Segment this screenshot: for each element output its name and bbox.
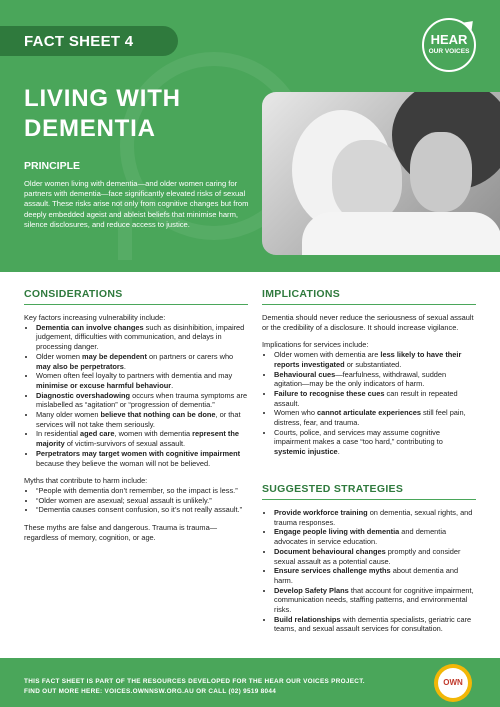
- fact-sheet-label: FACT SHEET 4: [24, 33, 134, 50]
- item-emphasis: Dementia can involve changes: [36, 322, 144, 332]
- item-emphasis: may be dependent: [82, 351, 147, 361]
- item-emphasis: Perpetrators may target women with cognitive impairment: [36, 448, 241, 458]
- implications-services-intro: Implications for services include:: [262, 340, 369, 350]
- consideration-item: [36, 410, 248, 429]
- item-text: Many older women: [36, 410, 101, 420]
- item-emphasis: systemic injustice: [274, 447, 338, 457]
- item-text: —fearfulness, withdrawal, sudden agitation—may be the only indicators of harm.: [274, 369, 447, 389]
- item-emphasis: represent the majority: [36, 429, 239, 449]
- item-text: or substantiated.: [344, 359, 402, 369]
- consideration-item: [36, 391, 248, 410]
- item-emphasis: Build relationships: [274, 614, 341, 624]
- myths-intro: Myths that contribute to harm include:: [24, 476, 148, 486]
- implications-heading: IMPLICATIONS: [262, 288, 476, 305]
- item-emphasis: Provide workforce training: [274, 508, 368, 517]
- implication-item: [274, 370, 476, 389]
- page-title: [24, 84, 244, 144]
- strategies-list: [262, 508, 476, 634]
- item-emphasis: less likely to have their reports investigated: [274, 350, 462, 369]
- item-emphasis: Failure to recognise these cues: [274, 388, 385, 398]
- item-text: Older women: [36, 351, 83, 361]
- item-text: with dementia specialists, geriatric care teams, and sexual assault services for consultation.: [274, 614, 472, 634]
- strategy-item: [274, 547, 476, 566]
- item-text: , or that services will not take them seriously.: [36, 410, 241, 429]
- implication-item: [274, 389, 476, 408]
- title-line-1: LIVING WITH: [24, 85, 181, 112]
- item-text: Courts, police, and services may assume cognitive impairment makes a case “too hard,” contributing to: [274, 427, 443, 447]
- photo-face-carer: [410, 132, 472, 212]
- considerations-section: [24, 288, 248, 542]
- item-emphasis: Document behavioural changes: [274, 546, 386, 556]
- item-text: of victim-survivors of sexual assault.: [64, 439, 186, 449]
- item-text: that account for cognitive impairment, communication needs, staffing patterns, and environmental risks.: [274, 585, 474, 615]
- item-text: , women with dementia: [114, 429, 193, 439]
- item-text: can result in repeated assault.: [274, 388, 458, 408]
- footer-project-note: THIS FACT SHEET IS PART OF THE RESOURCES DEVELOPED FOR THE HEAR OUR VOICES PROJECT.: [24, 678, 365, 685]
- photo-clothing: [302, 212, 500, 255]
- item-text: about dementia and harm.: [274, 566, 459, 585]
- implications-intro: Dementia should never reduce the seriousness of sexual assault or the credibility of a disclosure. It should increase vigilance.: [262, 313, 474, 332]
- strategy-item: [274, 615, 476, 634]
- item-text: such as disinhibition, impaired judgement, difficulties with communication, and delays in processing danger.: [36, 322, 245, 352]
- implications-section: [262, 288, 476, 457]
- item-emphasis: may also be perpetrators: [36, 361, 124, 371]
- principle-text: Older women living with dementia—and older women caring for partners with dementia—face significantly elevated risks of sexual assault. These risks arise not only from cognitive changes but from deeply embedded ageist and ableist beliefs that minimise harm, silence disclosures, and reduce access to justice.: [24, 179, 249, 229]
- myth-item: • “Dementia causes consent confusion, so it’s not really assault.”: [36, 505, 248, 515]
- strategies-section: [262, 483, 476, 634]
- title-line-2: DEMENTIA: [24, 115, 156, 142]
- item-text: Older women with dementia are: [274, 350, 381, 360]
- strategy-item: [274, 527, 476, 546]
- item-text: and dementia advocates in service education.: [274, 527, 447, 547]
- strategy-item: [274, 586, 476, 615]
- item-text: .: [171, 380, 174, 390]
- photo-older-woman-and-carer: [262, 92, 500, 255]
- implication-item: [274, 428, 476, 457]
- strategy-item: [274, 508, 476, 527]
- item-emphasis: minimise or excuse harmful behaviour: [36, 380, 172, 390]
- consideration-item: [36, 371, 248, 390]
- item-text: .: [337, 447, 340, 457]
- item-text: promptly and consider sexual assault as a potential cause.: [274, 546, 461, 566]
- photo-face-older-woman: [332, 140, 402, 222]
- item-text: Women who: [274, 408, 317, 418]
- item-text: occurs when trauma symptoms are mislabelled as “agitation” or “progression of dementia.”: [36, 390, 248, 410]
- footer-contact: FIND OUT MORE HERE: VOICES.OWNNSW.ORG.AU OR CALL (02) 9519 8044: [24, 688, 277, 695]
- consideration-item: [36, 429, 248, 448]
- item-emphasis: Behavioural cues: [274, 369, 336, 379]
- considerations-list: [24, 323, 248, 469]
- item-text: Women often feel loyalty to partners with dementia and may: [36, 371, 233, 381]
- item-emphasis: believe that nothing can be done: [100, 410, 216, 420]
- item-emphasis: cannot articulate experiences: [317, 408, 421, 418]
- item-emphasis: Ensure services challenge myths: [274, 566, 391, 576]
- fact-sheet-badge: [0, 26, 178, 56]
- myth-item: • “Older women are asexual; sexual assault is unlikely.”: [36, 496, 248, 506]
- logo-text-hear: HEAR: [430, 32, 468, 47]
- myths-closing: These myths are false and dangerous. Trauma is trauma—regardless of memory, cognition, or age.: [24, 523, 218, 542]
- principle-heading: PRINCIPLE: [24, 160, 81, 172]
- implication-item: [274, 408, 476, 427]
- logo-text-our-voices: OUR VOICES: [428, 48, 470, 55]
- consideration-item: [36, 323, 248, 352]
- implication-item: [274, 350, 476, 369]
- myth-item: • “People with dementia don’t remember, so the impact is less.”: [36, 486, 248, 496]
- considerations-heading: CONSIDERATIONS: [24, 288, 248, 305]
- item-emphasis: Engage people living with dementia: [274, 527, 400, 537]
- item-text: on dementia, sexual rights, and trauma responses.: [274, 508, 473, 527]
- item-text: .: [123, 361, 126, 371]
- item-emphasis: aged care: [79, 429, 115, 439]
- own-logo-inner: [438, 668, 468, 698]
- myths-list: [24, 486, 248, 515]
- item-text: still feel pain, distress, fear, and trauma.: [274, 408, 466, 428]
- consideration-item: [36, 352, 248, 371]
- consideration-item: [36, 449, 248, 468]
- implications-list: [262, 350, 476, 457]
- hear-our-voices-logo: [422, 18, 476, 72]
- item-emphasis: Develop Safety Plans: [274, 585, 349, 595]
- own-logo: [434, 664, 472, 702]
- item-text: on partners or carers who: [146, 351, 234, 361]
- considerations-intro: Key factors increasing vulnerability include:: [24, 313, 166, 322]
- item-emphasis: Diagnostic overshadowing: [36, 390, 131, 400]
- strategies-heading: SUGGESTED STRATEGIES: [262, 483, 476, 500]
- strategy-item: [274, 566, 476, 585]
- footer-bar: [0, 658, 500, 707]
- item-text: In residential: [36, 429, 80, 439]
- item-text: because they believe the woman will not be believed.: [36, 458, 211, 468]
- own-logo-text: OWN: [443, 678, 463, 687]
